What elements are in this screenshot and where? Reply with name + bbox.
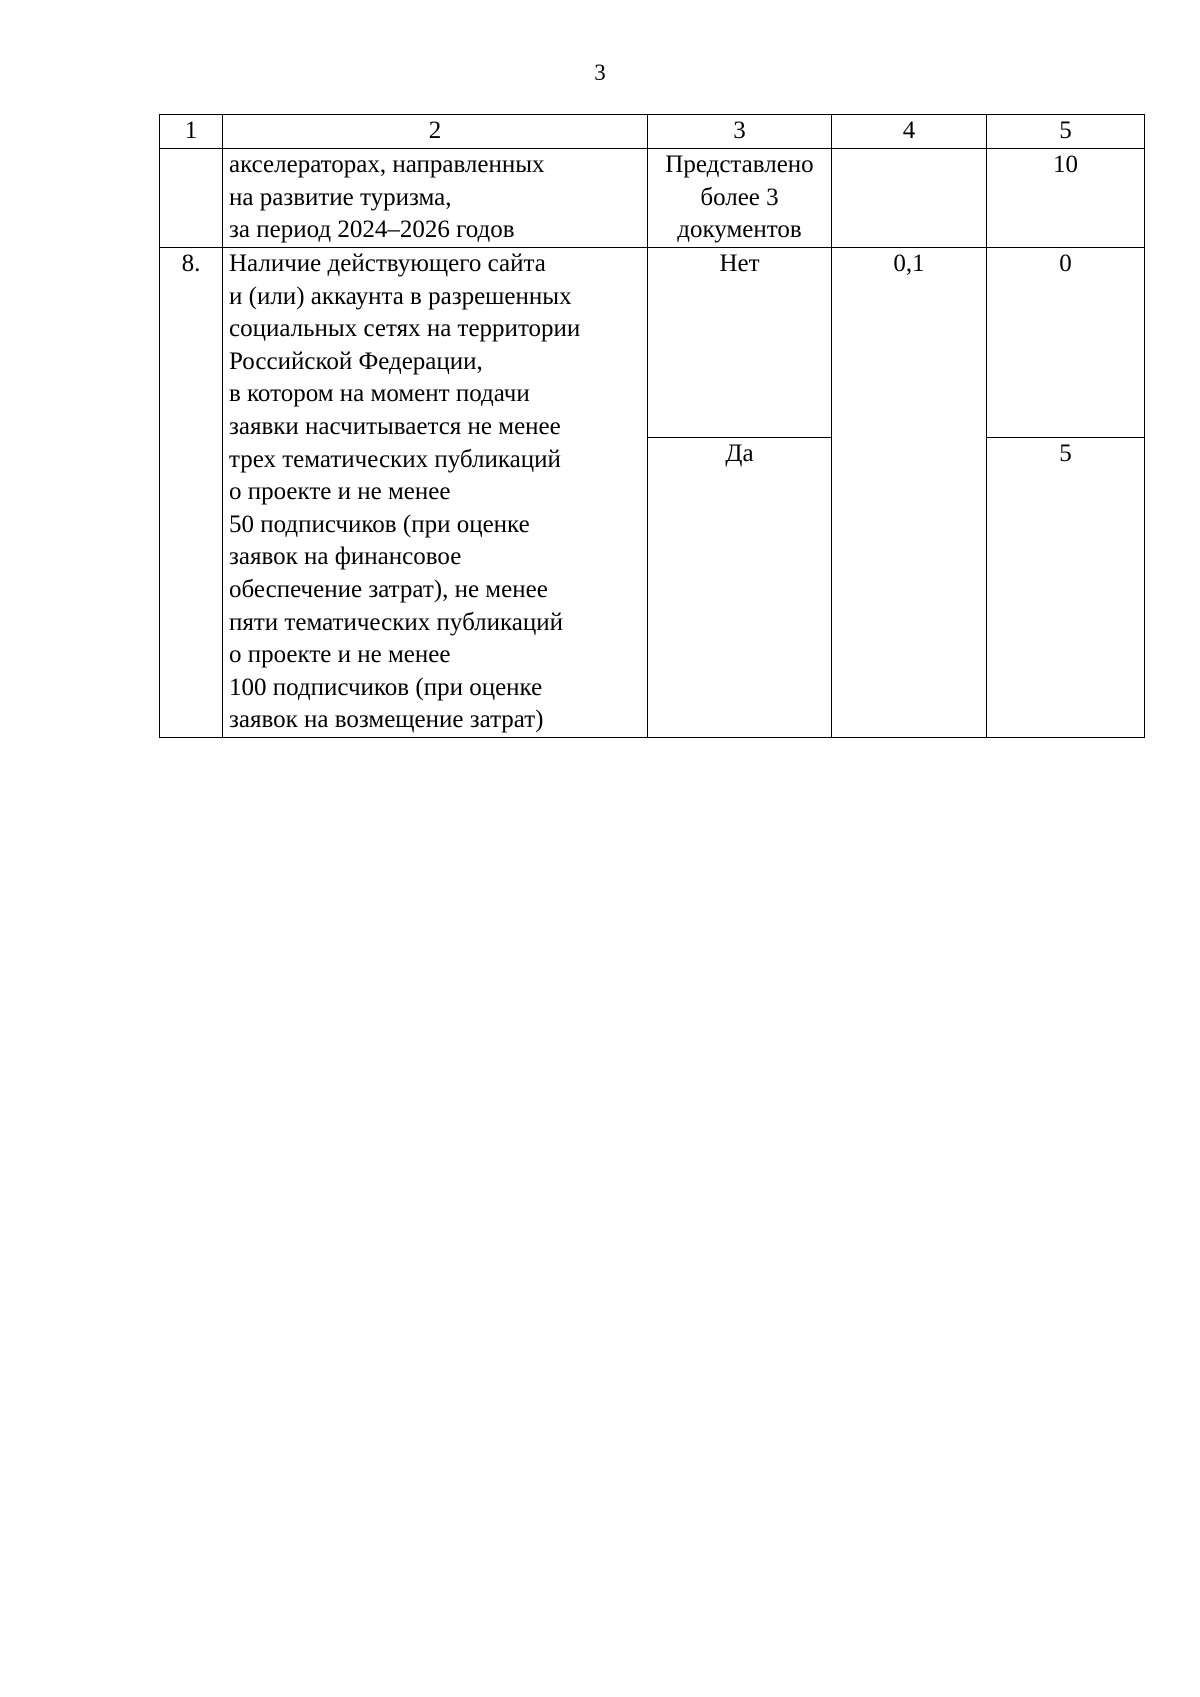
text-line: пяти тематических публикаций xyxy=(229,608,564,636)
table-header-row xyxy=(160,115,1145,149)
text-line: Российской Федерации, xyxy=(229,347,483,375)
weight-cell: 0,1 xyxy=(832,248,987,738)
text-line: о проекте и не менее xyxy=(229,641,451,669)
text-line: заявок на финансовое xyxy=(229,543,462,571)
text-line: заявки насчитывается не менее xyxy=(229,412,561,440)
text-line: трех тематических публикаций xyxy=(229,445,561,473)
text-line: более 3 xyxy=(700,183,779,211)
header-cell: 2 xyxy=(223,115,648,149)
text-line: заявок на возмещение затрат) xyxy=(229,706,544,734)
text-line: на развитие туризма, xyxy=(229,183,452,211)
text-line: за период 2024–2026 годов xyxy=(229,216,515,244)
text-line: акселераторах, направленных xyxy=(229,151,545,178)
text-line: социальных сетях на территории xyxy=(229,315,581,343)
value-cell-no: Нет xyxy=(648,248,832,438)
page-number: 3 xyxy=(594,60,606,85)
header-cell: 3 xyxy=(648,115,832,149)
criterion-cell xyxy=(223,149,648,248)
value-cell-yes: Да xyxy=(648,438,832,738)
text-line: документов xyxy=(677,216,802,244)
text-line: Представлено xyxy=(665,151,814,178)
text-line: о проекте и не менее xyxy=(229,478,451,506)
header-cell: 1 xyxy=(160,115,223,149)
text-line: обеспечение затрат), не менее xyxy=(229,575,548,603)
row-number-cell xyxy=(160,149,223,248)
criterion-cell xyxy=(223,248,648,738)
score-cell: 10 xyxy=(987,149,1145,248)
text-line: 50 подписчиков (при оценке xyxy=(229,510,530,538)
score-cell-no: 0 xyxy=(987,248,1145,438)
table-row xyxy=(160,248,1145,438)
text-line: в котором на момент подачи xyxy=(229,380,530,408)
row-number-cell: 8. xyxy=(160,248,223,738)
criteria-table xyxy=(159,114,1145,738)
weight-cell xyxy=(832,149,987,248)
text-line: и (или) аккаунта в разрешенных xyxy=(229,282,572,310)
value-cell xyxy=(648,149,832,248)
header-cell: 5 xyxy=(987,115,1145,149)
text-line: Наличие действующего сайта xyxy=(229,250,546,277)
table-row xyxy=(160,149,1145,248)
text-line: 100 подписчиков (при оценке xyxy=(229,673,543,701)
score-cell-yes: 5 xyxy=(987,438,1145,738)
header-cell: 4 xyxy=(832,115,987,149)
